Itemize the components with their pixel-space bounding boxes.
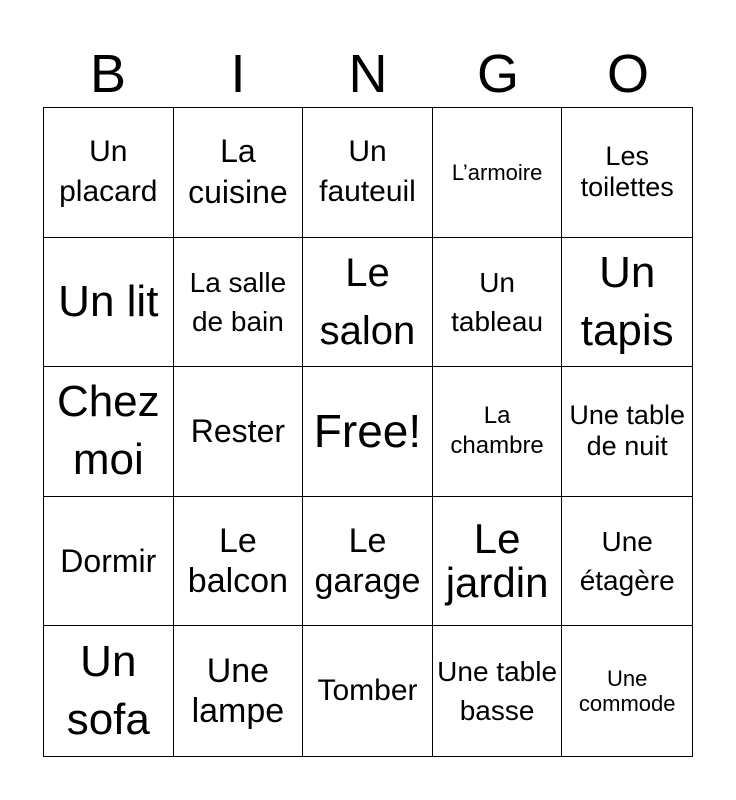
cell-text: Chez moi xyxy=(56,377,160,485)
bingo-cell-r1c3[interactable] xyxy=(303,108,433,238)
bingo-cell-r3c1[interactable] xyxy=(44,367,174,497)
cell-text: Tomber xyxy=(317,674,418,708)
cell-text: Le balcon xyxy=(187,522,288,601)
cell-text: Une étagère xyxy=(579,526,675,597)
cell-text: Une table basse xyxy=(437,656,558,727)
cell-text: Une table de nuit xyxy=(569,400,685,462)
cell-text: Un lit xyxy=(58,276,159,326)
bingo-cell-r5c2[interactable] xyxy=(174,626,304,756)
bingo-cell-r1c1[interactable] xyxy=(44,108,174,238)
bingo-cell-r2c3[interactable] xyxy=(303,238,433,368)
free-space-text: Free! xyxy=(313,405,422,458)
bingo-cell-r4c3[interactable] xyxy=(303,497,433,627)
cell-text: Un fauteuil xyxy=(319,135,416,209)
header-letter-i: I xyxy=(230,44,246,104)
header-letter-b: B xyxy=(89,44,127,104)
bingo-cell-r5c5[interactable] xyxy=(562,626,692,756)
bingo-cell-r5c4[interactable] xyxy=(433,626,563,756)
bingo-cell-r3c5[interactable] xyxy=(562,367,692,497)
bingo-cell-r4c2[interactable] xyxy=(174,497,304,627)
cell-text: Les toilettes xyxy=(580,141,674,203)
cell-text: La salle de bain xyxy=(189,266,287,337)
bingo-header xyxy=(43,40,693,108)
cell-text: Dormir xyxy=(60,542,157,579)
bingo-cell-r2c1[interactable] xyxy=(44,238,174,368)
bingo-cell-r3c2[interactable] xyxy=(174,367,304,497)
bingo-cell-r5c1[interactable] xyxy=(44,626,174,756)
header-letter-g: G xyxy=(476,44,519,104)
bingo-cell-r1c2[interactable] xyxy=(174,108,304,238)
cell-text: L’armoire xyxy=(451,159,543,185)
bingo-grid xyxy=(43,107,693,757)
bingo-cell-r4c1[interactable] xyxy=(44,497,174,627)
header-letter-n: N xyxy=(348,44,388,104)
header-letter-o: O xyxy=(606,44,649,104)
cell-text: Le salon xyxy=(319,250,416,353)
cell-text: La chambre xyxy=(450,402,544,460)
cell-text: Un tableau xyxy=(451,266,544,337)
bingo-cell-r2c2[interactable] xyxy=(174,238,304,368)
cell-text: Un sofa xyxy=(66,637,150,745)
bingo-cell-r4c5[interactable] xyxy=(562,497,692,627)
cell-text: Un placard xyxy=(59,135,158,209)
cell-text: Le jardin xyxy=(445,515,549,607)
cell-text: Un tapis xyxy=(580,247,674,355)
bingo-cell-r2c4[interactable] xyxy=(433,238,563,368)
bingo-cell-r3c4[interactable] xyxy=(433,367,563,497)
cell-text: Une commode xyxy=(578,666,676,717)
bingo-cell-r3c3[interactable] xyxy=(303,367,433,497)
bingo-cell-r2c5[interactable] xyxy=(562,238,692,368)
bingo-cell-r4c4[interactable] xyxy=(433,497,563,627)
cell-text: Rester xyxy=(190,412,286,449)
cell-text: Une lampe xyxy=(191,652,285,731)
cell-text: La cuisine xyxy=(188,133,288,211)
bingo-cell-r1c5[interactable] xyxy=(562,108,692,238)
bingo-cell-r5c3[interactable] xyxy=(303,626,433,756)
bingo-cell-r1c4[interactable] xyxy=(433,108,563,238)
cell-text: Le garage xyxy=(314,522,421,601)
